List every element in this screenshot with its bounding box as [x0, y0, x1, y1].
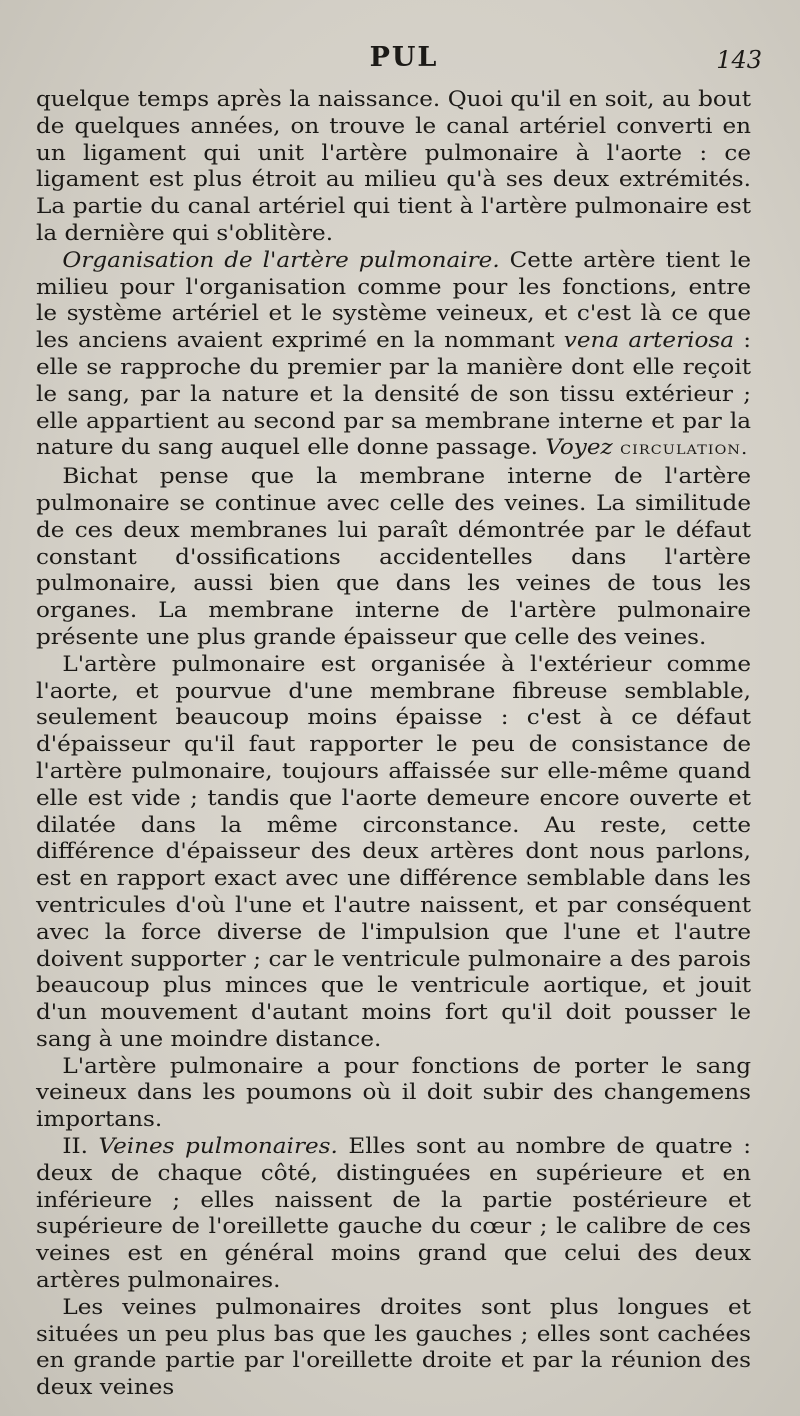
- paragraph-1: [36, 86, 751, 247]
- page-body: [36, 86, 751, 1401]
- paragraph-text: Bichat pense que la membrane interne de l'artère pulmonaire se continue avec celle des veines. La similitude de ces deux membranes lui paraît démontrée par le défaut constant d'ossifications accidentelles dans l'artère pulmonaire, aussi bien que dans les veines de tous les organes. La membrane interne de l'artère pulmonaire présente une plus grande épaisseur que celle des veines.: [36, 464, 751, 649]
- paragraph-7: [36, 1294, 751, 1401]
- paragraph-text: quelque temps après la naissance. Quoi qu'il en soit, au bout de quelques années, on trouve le canal artériel converti en un ligament qui unit l'artère pulmonaire à l'aorte : ce ligament est plus étroit au milieu qu'à ses deux extrémités. La partie du canal artériel qui tient à l'artère pulmonaire est la dernière qui s'oblitère.: [36, 87, 751, 245]
- section-heading-veines: Veines pulmonaires.: [98, 1134, 338, 1159]
- paragraph-6: [36, 1133, 751, 1294]
- paragraph-3: [36, 463, 751, 651]
- paragraph-text-continued: : elle se rapproche du premier par la manière dont elle reçoit le sang, par la nature et la densité de son tissu extérieur ; elle appartient au second par sa membrane interne et par la nature du sang auquel elle donne passage.: [36, 328, 751, 460]
- see-reference-label: Voyez: [545, 435, 613, 460]
- paragraph-text: Cette artère tient le milieu pour l'organisation comme pour les fonctions, entre le système artériel et le système veineux, et c'est là ce que les anciens avaient exprimé en la nommant: [36, 247, 751, 353]
- paragraph-text: Les veines pulmonaires droites sont plus longues et situées un peu plus bas que les gauches ; elles sont cachées en grande partie par l'oreillette droite et par la réunion des deux veines: [36, 1294, 751, 1400]
- paragraph-text: L'artère pulmonaire est organisée à l'extérieur comme l'aorte, et pourvue d'une membrane fibreuse semblable, seulement beaucoup moins épaisse : c'est à ce défaut d'épaisseur qu'il faut rapporter le peu de consistance de l'artère pulmonaire, toujours affaissée sur elle-même quand elle est vide ; tandis que l'aorte demeure encore ouverte et dilatée dans la même circonstance. Au reste, cette différence d'épaisseur des deux artères dont nous parlons, est en rapport exact avec une différence semblable dans les ventricules d'où l'une et l'autre naissent, et par conséquent avec la force diverse de l'impulsion que l'une et l'autre doivent supporter ; car le ventricule pulmonaire a des parois beaucoup plus minces que le ventricule aortique, et jouit d'un mouvement d'autant moins fort qu'il doit pousser le sang à une moindre distance.: [36, 651, 751, 1051]
- running-head: PUL: [369, 42, 439, 73]
- paragraph-2: [36, 247, 751, 463]
- paragraph-text: L'artère pulmonaire a pour fonctions de porter le sang veineux dans les poumons où il doit subir des changemens importans.: [36, 1053, 751, 1132]
- paragraph-5: [36, 1053, 751, 1133]
- latin-term: vena arteriosa: [563, 328, 735, 353]
- paragraph-4: [36, 651, 751, 1053]
- page-number: 143: [716, 46, 762, 74]
- section-number: II.: [62, 1134, 99, 1159]
- section-heading-organisation: Organisation de l'artère pulmonaire.: [62, 247, 500, 272]
- page-header: [36, 42, 772, 82]
- cross-reference: circulation.: [612, 438, 749, 460]
- paragraph-text: Elles sont au nombre de quatre : deux de chaque côté, distinguées en supérieure et en inférieure ; elles naissent de la partie postérieure et supérieure de l'oreillette gauche du cœur ; le calibre de ces veines est en général moins grand que celui des deux artères pulmonaires.: [36, 1134, 751, 1293]
